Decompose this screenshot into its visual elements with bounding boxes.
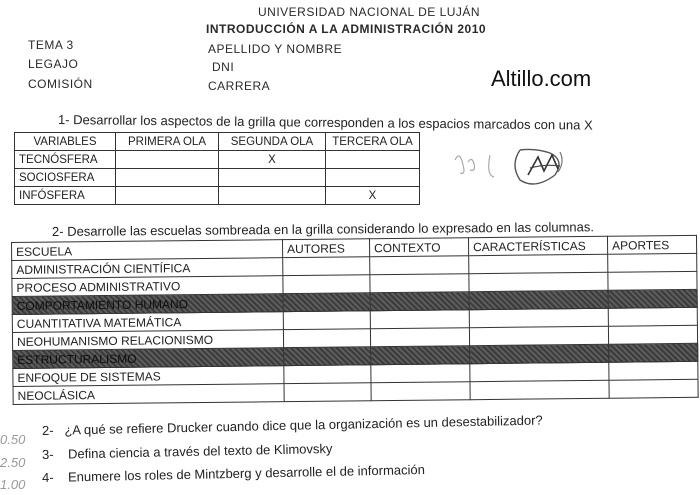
question-text: Defina ciencia a través del texto de Klimovsky xyxy=(67,440,333,462)
label-apellido: APELLIDO Y NOMBRE xyxy=(208,42,343,56)
watermark-altillo: Altillo.com xyxy=(491,66,592,91)
cell xyxy=(116,169,219,187)
col-segunda-ola: SEGUNDA OLA xyxy=(219,133,326,151)
cell-mark: X xyxy=(219,151,326,169)
row-label: SOCIOSFERA xyxy=(15,169,116,187)
question-2 xyxy=(42,413,543,438)
question-number: 4- xyxy=(41,469,54,485)
question-text: ¿A qué se refiere Drucker cuando dice que la organización es un desestabilizador? xyxy=(64,412,543,438)
q2-instruction: 2- Desarrolle las escuelas sombreada en la grilla considerando lo expresado en las columnas. xyxy=(51,219,595,239)
col-autores: AUTORES xyxy=(282,239,369,258)
school-name: ESTRUCTURALISMO xyxy=(13,348,284,369)
school-name: NEOCLÁSICA xyxy=(13,384,284,405)
cell xyxy=(219,169,326,187)
col-variables: VARIABLES xyxy=(15,133,116,151)
university-name: UNIVERSIDAD NACIONAL DE LUJÁN xyxy=(258,5,481,19)
q1-instruction: 1- Desarrollar los aspectos de la grilla que corresponden a los espacios marcados con una X xyxy=(57,112,593,133)
question-number: 2- xyxy=(41,422,54,438)
cell xyxy=(116,151,219,169)
label-carrera: CARRERA xyxy=(208,79,271,93)
cell xyxy=(219,187,326,205)
cell-mark: X xyxy=(326,187,420,205)
question-text: Enumere los roles de Mintzberg y desarrolle el de información xyxy=(67,461,426,485)
school-name: CUANTITATIVA MATEMÁTICA xyxy=(12,312,283,333)
cell xyxy=(326,169,420,187)
school-name: COMPORTAMIENTO HUMANO xyxy=(12,294,283,315)
label-legajo: LEGAJO xyxy=(28,57,79,71)
question-4 xyxy=(42,462,425,485)
waves-header-row xyxy=(15,133,420,151)
row-label: TECNÓSFERA xyxy=(15,151,116,169)
label-comision: COMISIÓN xyxy=(28,77,93,91)
school-name: PROCESO ADMINISTRATIVO xyxy=(12,276,283,297)
grade-q3: 2.50 xyxy=(0,455,26,470)
waves-table xyxy=(14,132,420,205)
handwritten-signature xyxy=(450,140,630,200)
col-aportes: APORTES xyxy=(607,235,696,254)
col-contexto: CONTEXTO xyxy=(369,238,468,257)
table-row xyxy=(15,169,420,187)
school-name: ADMINISTRACIÓN CIENTÍFICA xyxy=(12,258,283,279)
label-dni: DNI xyxy=(212,60,235,74)
col-caracteristicas: CARACTERÍSTICAS xyxy=(468,236,607,255)
school-name: NEOHUMANISMO RELACIONISMO xyxy=(12,330,283,351)
course-title: INTRODUCCIÓN A LA ADMINISTRACIÓN 2010 xyxy=(206,22,487,36)
question-number: 3- xyxy=(41,446,54,462)
schools-table xyxy=(11,235,699,405)
cell xyxy=(116,187,219,205)
col-primera-ola: PRIMERA OLA xyxy=(116,133,219,151)
col-tercera-ola: TERCERA OLA xyxy=(326,133,420,151)
question-3 xyxy=(42,441,333,462)
grade-q4: 1.00 xyxy=(0,477,26,492)
grade-q2: 0.50 xyxy=(0,432,26,447)
school-name: ENFOQUE DE SISTEMAS xyxy=(13,366,284,387)
label-tema: TEMA 3 xyxy=(28,38,74,52)
row-label: INFÓSFERA xyxy=(15,187,116,205)
cell xyxy=(326,151,420,169)
col-escuela: ESCUELA xyxy=(12,240,283,261)
table-row xyxy=(15,187,420,205)
table-row xyxy=(15,151,420,169)
